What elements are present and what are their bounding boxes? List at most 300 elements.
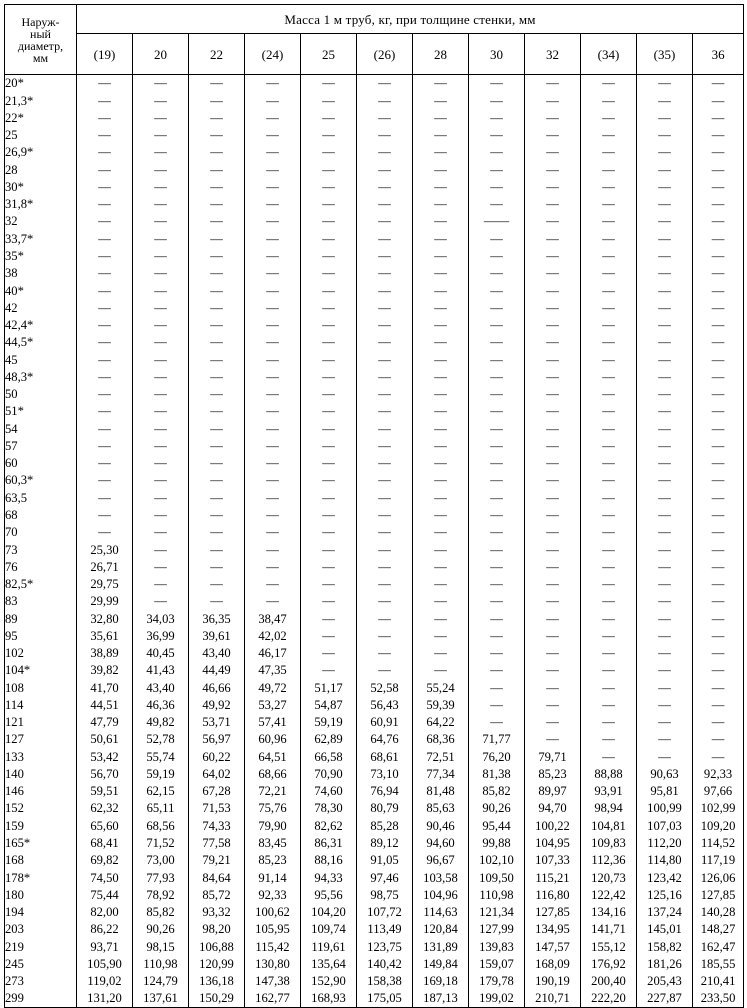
mass-cell: —: [693, 662, 744, 679]
mass-cell: 140,28: [693, 904, 744, 921]
mass-cell: —: [133, 403, 189, 420]
mass-cell: 71,77: [469, 731, 525, 748]
mass-cell: —: [469, 92, 525, 109]
mass-cell: —: [637, 110, 693, 127]
table-row: [5, 558, 744, 575]
mass-cell: —: [357, 403, 413, 420]
mass-cell: —: [189, 161, 245, 178]
mass-cell: —: [693, 386, 744, 403]
mass-cell: —: [245, 455, 301, 472]
mass-cell: 85,28: [357, 817, 413, 834]
table-row: [5, 161, 744, 178]
table-row: [5, 334, 744, 351]
diameter-cell: 180: [5, 886, 77, 903]
mass-cell: —: [357, 438, 413, 455]
mass-cell: —: [581, 489, 637, 506]
mass-cell: 109,20: [693, 817, 744, 834]
mass-cell: —: [581, 731, 637, 748]
mass-cell: —: [525, 662, 581, 679]
mass-cell: —: [77, 334, 133, 351]
mass-cell: ——: [469, 213, 525, 230]
mass-cell: —: [525, 386, 581, 403]
mass-cell: 105,90: [77, 956, 133, 973]
mass-cell: —: [469, 679, 525, 696]
mass-cell: 51,17: [301, 679, 357, 696]
table-row: [5, 576, 744, 593]
thickness-header-cell: (19): [77, 34, 133, 75]
mass-cell: 104,20: [301, 904, 357, 921]
mass-cell: —: [357, 248, 413, 265]
mass-cell: —: [413, 144, 469, 161]
mass-cell: —: [133, 334, 189, 351]
mass-cell: 42,02: [245, 628, 301, 645]
mass-cell: —: [189, 92, 245, 109]
mass-cell: 175,05: [357, 990, 413, 1008]
mass-cell: —: [693, 179, 744, 196]
mass-cell: —: [693, 610, 744, 627]
mass-cell: —: [301, 127, 357, 144]
mass-cell: —: [581, 420, 637, 437]
mass-cell: 92,33: [693, 766, 744, 783]
mass-cell: 150,29: [189, 990, 245, 1008]
mass-cell: —: [245, 593, 301, 610]
mass-cell: —: [469, 438, 525, 455]
mass-cell: —: [77, 230, 133, 247]
mass-cell: 85,63: [413, 800, 469, 817]
mass-cell: —: [189, 127, 245, 144]
mass-cell: 98,15: [133, 938, 189, 955]
mass-cell: —: [693, 265, 744, 282]
pipe-mass-table: [4, 4, 744, 1008]
mass-cell: 38,47: [245, 610, 301, 627]
mass-cell: 114,63: [413, 904, 469, 921]
mass-cell: 100,22: [525, 817, 581, 834]
mass-cell: —: [637, 610, 693, 627]
diameter-cell: 76: [5, 558, 77, 575]
mass-cell: —: [525, 403, 581, 420]
mass-cell: 169,18: [413, 973, 469, 990]
mass-cell: —: [581, 628, 637, 645]
mass-cell: —: [77, 127, 133, 144]
mass-cell: —: [637, 576, 693, 593]
mass-cell: —: [637, 386, 693, 403]
mass-cell: —: [693, 213, 744, 230]
mass-cell: —: [357, 299, 413, 316]
mass-cell: —: [245, 282, 301, 299]
table-row: [5, 230, 744, 247]
mass-cell: —: [301, 299, 357, 316]
table-row: [5, 420, 744, 437]
mass-cell: —: [357, 645, 413, 662]
mass-cell: —: [637, 282, 693, 299]
mass-cell: 40,45: [133, 645, 189, 662]
mass-cell: 79,71: [525, 748, 581, 765]
mass-cell: —: [581, 317, 637, 334]
diameter-cell: 60,3*: [5, 472, 77, 489]
mass-cell: —: [693, 75, 744, 93]
mass-cell: 85,23: [245, 852, 301, 869]
mass-cell: —: [637, 299, 693, 316]
mass-cell: 114,80: [637, 852, 693, 869]
mass-cell: —: [357, 127, 413, 144]
mass-cell: —: [133, 230, 189, 247]
mass-cell: 102,10: [469, 852, 525, 869]
mass-cell: 69,82: [77, 852, 133, 869]
mass-cell: —: [581, 576, 637, 593]
mass-cell: 103,58: [413, 869, 469, 886]
mass-cell: 78,92: [133, 886, 189, 903]
table-row: [5, 265, 744, 282]
mass-cell: —: [189, 472, 245, 489]
mass-cell: —: [693, 230, 744, 247]
mass-cell: 67,28: [189, 783, 245, 800]
table-row: [5, 403, 744, 420]
mass-cell: 93,32: [189, 904, 245, 921]
thickness-header-cell: (34): [581, 34, 637, 75]
mass-cell: —: [525, 472, 581, 489]
mass-cell: —: [525, 610, 581, 627]
mass-cell: 55,24: [413, 679, 469, 696]
mass-cell: 190,19: [525, 973, 581, 990]
table-row: [5, 248, 744, 265]
mass-cell: —: [189, 455, 245, 472]
mass-cell: —: [301, 438, 357, 455]
mass-cell: —: [637, 403, 693, 420]
mass-cell: 168,93: [301, 990, 357, 1008]
mass-cell: —: [245, 576, 301, 593]
mass-cell: —: [357, 576, 413, 593]
table-row: [5, 369, 744, 386]
mass-cell: —: [581, 248, 637, 265]
mass-cell: 145,01: [637, 921, 693, 938]
mass-cell: —: [581, 230, 637, 247]
mass-cell: —: [413, 438, 469, 455]
mass-cell: 134,95: [525, 921, 581, 938]
mass-cell: 82,00: [77, 904, 133, 921]
mass-cell: —: [693, 161, 744, 178]
mass-cell: —: [525, 524, 581, 541]
mass-cell: —: [413, 455, 469, 472]
mass-cell: 85,23: [525, 766, 581, 783]
mass-cell: 120,99: [189, 956, 245, 973]
table-row: [5, 628, 744, 645]
mass-cell: —: [301, 489, 357, 506]
diameter-cell: 63,5: [5, 489, 77, 506]
mass-cell: 76,20: [469, 748, 525, 765]
mass-cell: —: [469, 714, 525, 731]
diameter-header-line: ный: [30, 26, 51, 41]
mass-cell: 46,17: [245, 645, 301, 662]
mass-cell: —: [357, 351, 413, 368]
mass-cell: 205,43: [637, 973, 693, 990]
mass-cell: —: [581, 299, 637, 316]
mass-cell: —: [301, 161, 357, 178]
mass-cell: 29,99: [77, 593, 133, 610]
table-row: [5, 92, 744, 109]
mass-cell: —: [525, 541, 581, 558]
mass-cell: —: [693, 697, 744, 714]
mass-cell: —: [301, 593, 357, 610]
mass-cell: 95,81: [637, 783, 693, 800]
mass-cell: —: [525, 92, 581, 109]
mass-cell: —: [469, 558, 525, 575]
mass-cell: —: [637, 645, 693, 662]
diameter-cell: 127: [5, 731, 77, 748]
mass-cell: 60,96: [245, 731, 301, 748]
mass-cell: —: [301, 317, 357, 334]
mass-cell: —: [301, 92, 357, 109]
mass-cell: —: [301, 628, 357, 645]
mass-cell: 56,70: [77, 766, 133, 783]
thickness-header-cell: (35): [637, 34, 693, 75]
mass-cell: —: [693, 455, 744, 472]
mass-cell: —: [189, 196, 245, 213]
mass-cell: —: [77, 472, 133, 489]
mass-cell: 44,49: [189, 662, 245, 679]
table-row: [5, 869, 744, 886]
mass-cell: —: [301, 558, 357, 575]
mass-cell: —: [189, 420, 245, 437]
mass-cell: —: [133, 92, 189, 109]
mass-cell: —: [413, 541, 469, 558]
table-row: [5, 956, 744, 973]
mass-cell: —: [245, 369, 301, 386]
mass-cell: 200,40: [581, 973, 637, 990]
mass-cell: 71,53: [189, 800, 245, 817]
mass-cell: 78,30: [301, 800, 357, 817]
mass-cell: —: [525, 507, 581, 524]
mass-cell: —: [301, 420, 357, 437]
mass-cell: —: [301, 265, 357, 282]
mass-cell: —: [693, 127, 744, 144]
mass-cell: 141,71: [581, 921, 637, 938]
mass-cell: —: [245, 265, 301, 282]
mass-cell: —: [581, 265, 637, 282]
mass-cell: 127,85: [525, 904, 581, 921]
mass-cell: —: [245, 213, 301, 230]
table-row: [5, 317, 744, 334]
mass-cell: —: [581, 438, 637, 455]
diameter-cell: 89: [5, 610, 77, 627]
mass-cell: —: [301, 248, 357, 265]
mass-cell: —: [413, 161, 469, 178]
mass-cell: 59,19: [133, 766, 189, 783]
table-row: [5, 990, 744, 1008]
mass-cell: —: [581, 541, 637, 558]
mass-cell: 115,42: [245, 938, 301, 955]
diameter-header: [5, 5, 77, 75]
mass-cell: —: [357, 662, 413, 679]
mass-cell: 127,85: [693, 886, 744, 903]
mass-cell: 39,61: [189, 628, 245, 645]
mass-cell: —: [413, 92, 469, 109]
diameter-cell: 114: [5, 697, 77, 714]
mass-cell: 158,82: [637, 938, 693, 955]
mass-cell: 95,56: [301, 886, 357, 903]
mass-cell: —: [581, 179, 637, 196]
mass-cell: —: [637, 438, 693, 455]
mass-cell: 99,88: [469, 835, 525, 852]
mass-cell: —: [77, 179, 133, 196]
mass-cell: —: [525, 299, 581, 316]
mass-cell: —: [301, 75, 357, 93]
mass-cell: —: [133, 507, 189, 524]
mass-cell: —: [189, 248, 245, 265]
mass-cell: —: [245, 110, 301, 127]
mass-cell: 116,80: [525, 886, 581, 903]
mass-cell: —: [77, 92, 133, 109]
table-row: [5, 110, 744, 127]
mass-cell: 79,90: [245, 817, 301, 834]
mass-cell: —: [637, 748, 693, 765]
mass-cell: —: [133, 455, 189, 472]
mass-cell: 127,99: [469, 921, 525, 938]
mass-cell: —: [357, 558, 413, 575]
table-row: [5, 472, 744, 489]
mass-cell: —: [637, 628, 693, 645]
mass-cell: —: [301, 179, 357, 196]
mass-cell: —: [469, 610, 525, 627]
mass-cell: 210,71: [525, 990, 581, 1008]
mass-cell: —: [245, 489, 301, 506]
mass-cell: 126,06: [693, 869, 744, 886]
mass-cell: —: [693, 593, 744, 610]
mass-cell: 139,83: [469, 938, 525, 955]
mass-cell: 104,95: [525, 835, 581, 852]
mass-cell: —: [469, 75, 525, 93]
mass-cell: —: [581, 369, 637, 386]
mass-cell: 130,80: [245, 956, 301, 973]
diameter-header-line: диаметр,: [17, 38, 64, 53]
mass-cell: —: [637, 714, 693, 731]
table-row: [5, 593, 744, 610]
mass-cell: 75,44: [77, 886, 133, 903]
mass-cell: 74,33: [189, 817, 245, 834]
mass-cell: 54,87: [301, 697, 357, 714]
mass-cell: 93,91: [581, 783, 637, 800]
mass-cell: 98,75: [357, 886, 413, 903]
mass-cell: —: [77, 455, 133, 472]
mass-cell: —: [245, 196, 301, 213]
table-row: [5, 679, 744, 696]
mass-cell: —: [469, 230, 525, 247]
mass-cell: —: [301, 610, 357, 627]
mass-cell: —: [693, 196, 744, 213]
mass-cell: 77,58: [189, 835, 245, 852]
mass-cell: 44,51: [77, 697, 133, 714]
mass-cell: —: [469, 455, 525, 472]
mass-cell: 134,16: [581, 904, 637, 921]
mass-cell: 187,13: [413, 990, 469, 1008]
mass-cell: —: [581, 196, 637, 213]
mass-cell: 90,26: [133, 921, 189, 938]
diameter-cell: 73: [5, 541, 77, 558]
mass-cell: —: [301, 455, 357, 472]
mass-cell: 123,75: [357, 938, 413, 955]
mass-cell: —: [189, 489, 245, 506]
mass-cell: 53,71: [189, 714, 245, 731]
mass-cell: —: [637, 662, 693, 679]
table-row: [5, 748, 744, 765]
diameter-cell: 95: [5, 628, 77, 645]
mass-cell: —: [133, 593, 189, 610]
table-row: [5, 75, 744, 93]
mass-cell: 49,92: [189, 697, 245, 714]
mass-cell: —: [637, 144, 693, 161]
mass-cell: 52,78: [133, 731, 189, 748]
mass-cell: —: [469, 299, 525, 316]
mass-cell: 64,51: [245, 748, 301, 765]
mass-cell: —: [357, 230, 413, 247]
mass-cell: —: [77, 161, 133, 178]
mass-cell: —: [637, 248, 693, 265]
mass-cell: —: [413, 127, 469, 144]
diameter-cell: 45: [5, 351, 77, 368]
mass-cell: —: [77, 524, 133, 541]
mass-cell: 34,03: [133, 610, 189, 627]
mass-cell: —: [245, 75, 301, 93]
mass-cell: 168,09: [525, 956, 581, 973]
mass-cell: 158,38: [357, 973, 413, 990]
diameter-cell: 168: [5, 852, 77, 869]
mass-cell: —: [637, 92, 693, 109]
table-body: [5, 75, 744, 1008]
mass-cell: —: [525, 628, 581, 645]
mass-cell: —: [693, 748, 744, 765]
mass-cell: 49,72: [245, 679, 301, 696]
mass-cell: —: [245, 92, 301, 109]
mass-cell: —: [693, 317, 744, 334]
mass-cell: 79,21: [189, 852, 245, 869]
diameter-cell: 146: [5, 783, 77, 800]
mass-cell: —: [581, 161, 637, 178]
mass-cell: —: [245, 317, 301, 334]
mass-cell: —: [581, 662, 637, 679]
mass-cell: —: [469, 196, 525, 213]
table-row: [5, 904, 744, 921]
diameter-cell: 21,3*: [5, 92, 77, 109]
mass-cell: 105,95: [245, 921, 301, 938]
mass-cell: —: [357, 110, 413, 127]
mass-cell: 36,35: [189, 610, 245, 627]
mass-cell: —: [357, 472, 413, 489]
mass-cell: —: [189, 351, 245, 368]
diameter-cell: 245: [5, 956, 77, 973]
mass-cell: 47,35: [245, 662, 301, 679]
mass-cell: 152,90: [301, 973, 357, 990]
mass-cell: 112,20: [637, 835, 693, 852]
diameter-cell: 44,5*: [5, 334, 77, 351]
mass-cell: —: [77, 110, 133, 127]
mass-cell: —: [693, 369, 744, 386]
mass-cell: —: [245, 299, 301, 316]
mass-cell: —: [413, 472, 469, 489]
mass-cell: —: [189, 541, 245, 558]
thickness-header-row: [5, 34, 744, 75]
table-row: [5, 196, 744, 213]
table-row: [5, 438, 744, 455]
mass-cell: —: [357, 628, 413, 645]
diameter-cell: 35*: [5, 248, 77, 265]
mass-cell: —: [133, 75, 189, 93]
mass-cell: —: [77, 317, 133, 334]
mass-cell: 227,87: [637, 990, 693, 1008]
mass-cell: —: [525, 438, 581, 455]
mass-cell: —: [637, 334, 693, 351]
mass-cell: 41,43: [133, 662, 189, 679]
diameter-cell: 203: [5, 921, 77, 938]
mass-cell: —: [525, 455, 581, 472]
